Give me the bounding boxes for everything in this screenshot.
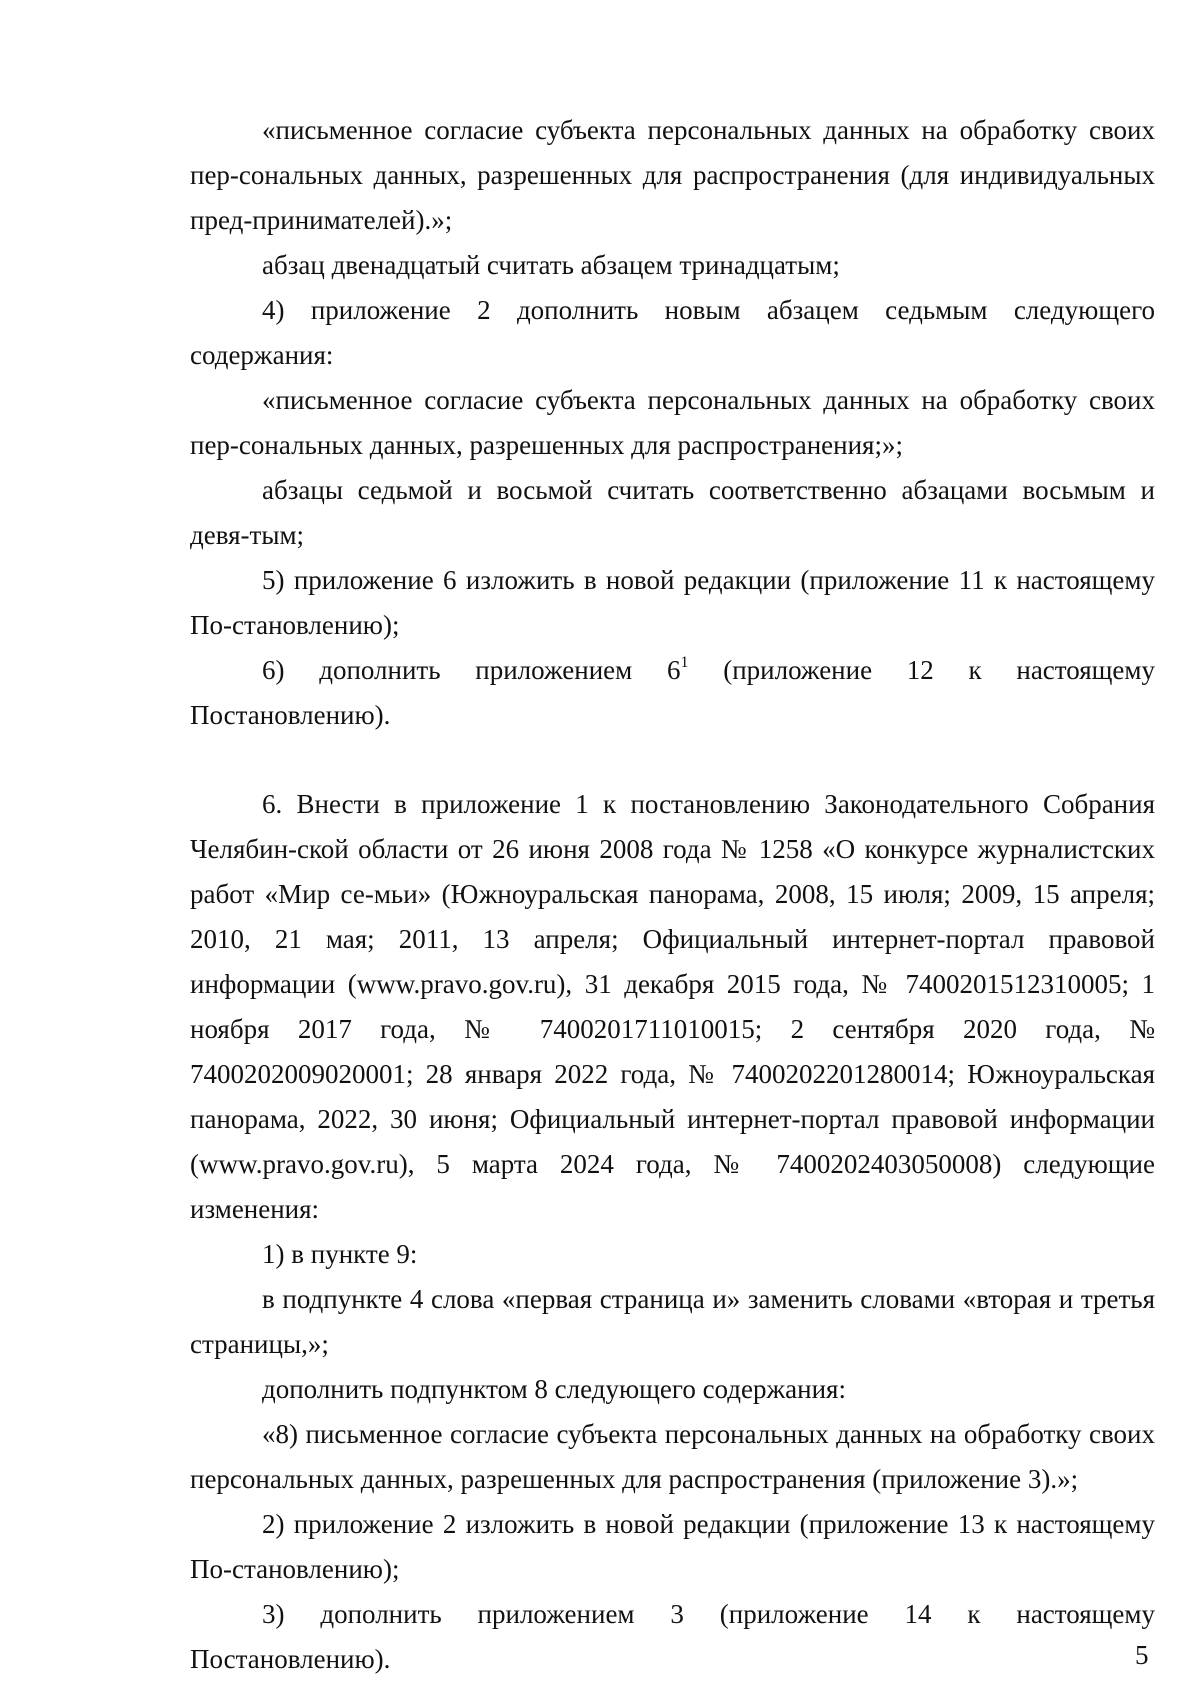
paragraph-section-6: 6. Внести в приложение 1 к постановлению Законодательного Собрания Челябин-ской области от 26 июня 2008 года № 1258 «О конкурсе журналистских работ «Мир се-мьи» (Южноуральская панорама, 2008, 15 июля; 2009, 15 апреля; 2010, 21 мая; 2011, 13 апреля; Официальный интернет-портал правовой информации (www.pravo.gov.ru), 31 декабря 2015 года, № 7400201512310005; 1 ноября 2017 года, № 7400201711010015; 2 сентября 2020 года, № 7400202009020001; 28 января 2022 года, № 7400202201280014; Южноуральская панорама, 2022, 30 июня; Официальный интернет-портал правовой информации (www.pravo.gov.ru), 5 марта 2024 года, № 7400202403050008) следующие изменения:	[190, 789, 1155, 1224]
paragraph-appendix-6-1	[190, 648, 1155, 738]
paragraph: 1) в пункте 9:	[262, 1239, 418, 1269]
paragraph: абзац двенадцатый считать абзацем тринадцатым;	[262, 250, 840, 280]
paragraph: «8) письменное согласие субъекта персональных данных на обработку своих персональных данных, разрешенных для распространения (приложение 3).»;	[190, 1419, 1155, 1494]
paragraph: «письменное согласие субъекта персональных данных на обработку своих пер-сональных данных, разрешенных для распространения (для индивидуальных пред-принимателей).»;	[190, 115, 1155, 235]
paragraph: 4) приложение 2 дополнить новым абзацем седьмым следующего содержания:	[190, 295, 1155, 370]
body-text	[190, 108, 1155, 1682]
paragraph: 2) приложение 2 изложить в новой редакции (приложение 13 к настоящему По-становлению);	[190, 1509, 1155, 1584]
superscript: 1	[680, 654, 689, 671]
item6-prefix: 6) дополнить приложением 6	[262, 655, 681, 685]
page-number: 5	[1135, 1640, 1149, 1670]
section-gap	[190, 738, 1155, 782]
paragraph: «письменное согласие субъекта персональных данных на обработку своих пер-сональных данных, разрешенных для распространения;»;	[190, 385, 1155, 460]
paragraph: дополнить подпунктом 8 следующего содержания:	[262, 1374, 846, 1404]
item6-suffix: (приложение 12 к настоящему Постановлению).	[190, 655, 1155, 730]
paragraph: 3) дополнить приложением 3 (приложение 14 к настоящему Постановлению).	[190, 1599, 1155, 1674]
paragraph: в подпункте 4 слова «первая страница и» заменить словами «вторая и третья страницы,»;	[190, 1284, 1155, 1359]
paragraph: абзацы седьмой и восьмой считать соответственно абзацами восьмым и девя-тым;	[190, 475, 1155, 550]
paragraph: 5) приложение 6 изложить в новой редакции (приложение 11 к настоящему По-становлению);	[190, 565, 1155, 640]
